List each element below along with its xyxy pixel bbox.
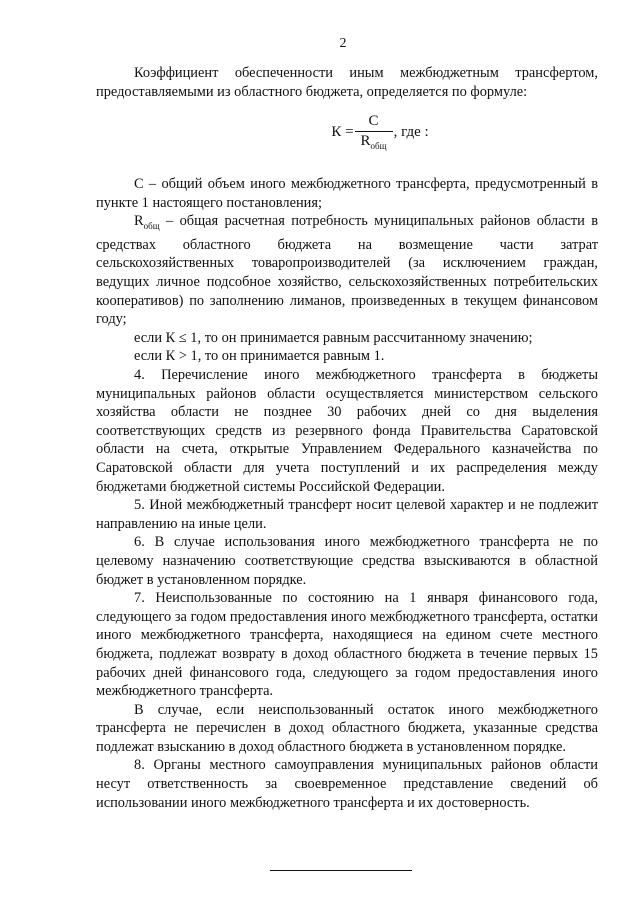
condition-1: если К ≤ 1, то он принимается равным рассчитанному значению; (134, 329, 533, 346)
closing-rule (270, 870, 412, 871)
paragraph-6: 6. В случае использования иного межбюджетного трансферта не по целевому назначению соответствующие средства взыскиваются в областной бюджет в установленном порядке. (96, 534, 598, 588)
formula-suffix: , где : (393, 123, 429, 140)
paragraph-7b: В случае, если неиспользованный остаток иного межбюджетного трансферта не перечислен в доход областного бюджета, указанные средства подлежат взысканию в доход областного бюджета в установленном порядке. (96, 701, 598, 755)
formula-fraction (355, 113, 393, 151)
page-number: 2 (339, 36, 347, 51)
paragraph-8: 8. Органы местного самоуправления муниципальных районов области несут ответственность за своевременное представление сведений об использовании иного межбюджетного трансферта и их достоверность. (96, 757, 598, 811)
condition-2: если К > 1, то он принимается равным 1. (134, 348, 385, 365)
intro-paragraph: Коэффициент обеспеченности иным межбюджетным трансфертом, предоставляемыми из областного бюджета, определяется по формуле: (96, 65, 598, 100)
definition-r (96, 212, 598, 328)
formula-denominator-sub: общ (370, 141, 387, 152)
formula-denominator (355, 131, 393, 151)
definition-r-text: – общая расчетная потребность муниципальных районов области в средствах областного бюджета на возмещение части затрат сельскохозяйственных товаропроизводителей (за исключением граждан, ведущих личное подсобное хозяйство, сельскохозяйственных потребительских кооперативов) по заполнению лиманов, произведенных в текущем финансовом году; (96, 213, 598, 328)
formula-numerator: С (368, 113, 379, 130)
formula-denominator-base: R (360, 133, 371, 150)
definition-r-sub: общ (143, 221, 160, 232)
coefficient-formula (162, 113, 598, 151)
paragraph-4: 4. Перечисление иного межбюджетного трансферта в бюджеты муниципальных районов области осуществляется министерством сельского хозяйства области не позднее 30 рабочих дней со дня выделения соответствующих средств из резервного фонда Правительства Саратовской области на счета, открытые Управлением Федерального казначейства по Саратовской области для учета поступлений и их распределения между бюджетами бюджетной системы Российской Федерации. (96, 367, 598, 495)
definition-r-symbol: R (134, 213, 144, 230)
paragraph-7: 7. Неиспользованные по состоянию на 1 января финансового года, следующего за годом предоставления иного межбюджетного трансферта, остатки иного межбюджетного трансферта, находящиеся на едином счете местного бюджета, подлежат возврату в доход областного бюджета в течение первых 15 рабочих дней финансового года, следующего за годом предоставления иного межбюджетного трансферта. (96, 590, 598, 700)
paragraph-5: 5. Иной межбюджетный трансферт носит целевой характер и не подлежит направлению на иные цели. (96, 497, 598, 532)
formula-lhs: К = (331, 123, 354, 140)
definition-c: С – общий объем иного межбюджетного трансферта, предусмотренный в пункте 1 настоящего постановления; (96, 176, 598, 211)
